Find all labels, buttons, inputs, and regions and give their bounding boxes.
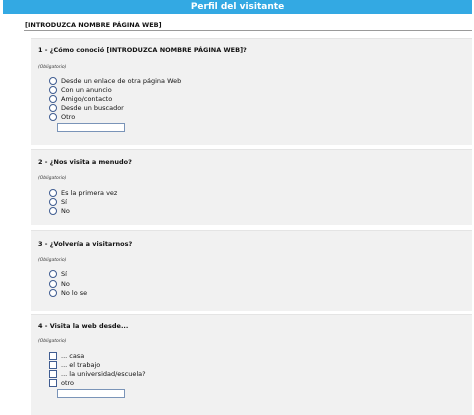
option-label: Otro <box>61 112 76 121</box>
option-label: Es la primera vez <box>61 188 118 197</box>
radio-option[interactable] <box>49 94 112 103</box>
option-label: No lo se <box>61 288 88 297</box>
option-label: Desde un enlace de otra página Web <box>61 76 182 85</box>
radio-button[interactable] <box>49 95 57 103</box>
checkbox[interactable] <box>49 370 57 378</box>
other-text-input[interactable] <box>57 389 125 398</box>
required-label: (Obligatorio) <box>38 258 67 263</box>
option-label: Desde un buscador <box>61 103 124 112</box>
checkbox-option[interactable] <box>49 378 74 387</box>
radio-option[interactable] <box>49 85 112 94</box>
radio-button[interactable] <box>49 280 57 288</box>
option-label: ... el trabajo <box>61 360 101 369</box>
option-label: Con un anuncio <box>61 85 112 94</box>
question-title: 3 - ¿Volvería a visitarnos? <box>38 240 133 248</box>
checkbox-option[interactable] <box>49 369 146 378</box>
checkbox[interactable] <box>49 361 57 369</box>
radio-button[interactable] <box>49 86 57 94</box>
option-label: No <box>61 279 70 288</box>
radio-button[interactable] <box>49 113 57 121</box>
radio-button[interactable] <box>49 289 57 297</box>
radio-option[interactable] <box>49 288 87 297</box>
radio-button[interactable] <box>49 104 57 112</box>
option-label: No <box>61 206 70 215</box>
required-label: (Obligatorio) <box>38 176 67 181</box>
radio-option[interactable] <box>49 103 124 112</box>
radio-button[interactable] <box>49 207 57 215</box>
radio-option[interactable] <box>49 76 181 85</box>
site-name: [INTRODUZCA NOMBRE PÁGINA WEB] <box>25 21 162 29</box>
option-label: otro <box>61 378 75 387</box>
title-bar <box>3 0 472 14</box>
question-title: 1 - ¿Cómo conoció [INTRODUZCA NOMBRE PÁGINA WEB]? <box>38 46 247 54</box>
radio-button[interactable] <box>49 77 57 85</box>
checkbox-option[interactable] <box>49 360 100 369</box>
radio-button[interactable] <box>49 198 57 206</box>
radio-button[interactable] <box>49 189 57 197</box>
radio-option[interactable] <box>49 269 67 278</box>
radio-option[interactable] <box>49 197 67 206</box>
radio-option[interactable] <box>49 206 70 215</box>
option-label: ... la universidad/escuela? <box>61 369 146 378</box>
radio-button[interactable] <box>49 270 57 278</box>
option-label: Amigo/contacto <box>61 94 113 103</box>
radio-option[interactable] <box>49 112 75 121</box>
question-title: 2 - ¿Nos visita a menudo? <box>38 158 132 166</box>
checkbox[interactable] <box>49 352 57 360</box>
option-label: Sí <box>61 269 67 278</box>
checkbox[interactable] <box>49 379 57 387</box>
radio-option[interactable] <box>49 188 117 197</box>
required-label: (Obligatorio) <box>38 65 67 70</box>
required-label: (Obligatorio) <box>38 339 67 344</box>
checkbox-option[interactable] <box>49 351 84 360</box>
question-title: 4 - Visita la web desde... <box>38 322 129 330</box>
radio-option[interactable] <box>49 279 70 288</box>
other-text-input[interactable] <box>57 123 125 132</box>
divider <box>24 30 472 31</box>
option-label: Sí <box>61 197 67 206</box>
page-title: Perfil del visitante <box>190 2 285 12</box>
option-label: ... casa <box>61 351 85 360</box>
